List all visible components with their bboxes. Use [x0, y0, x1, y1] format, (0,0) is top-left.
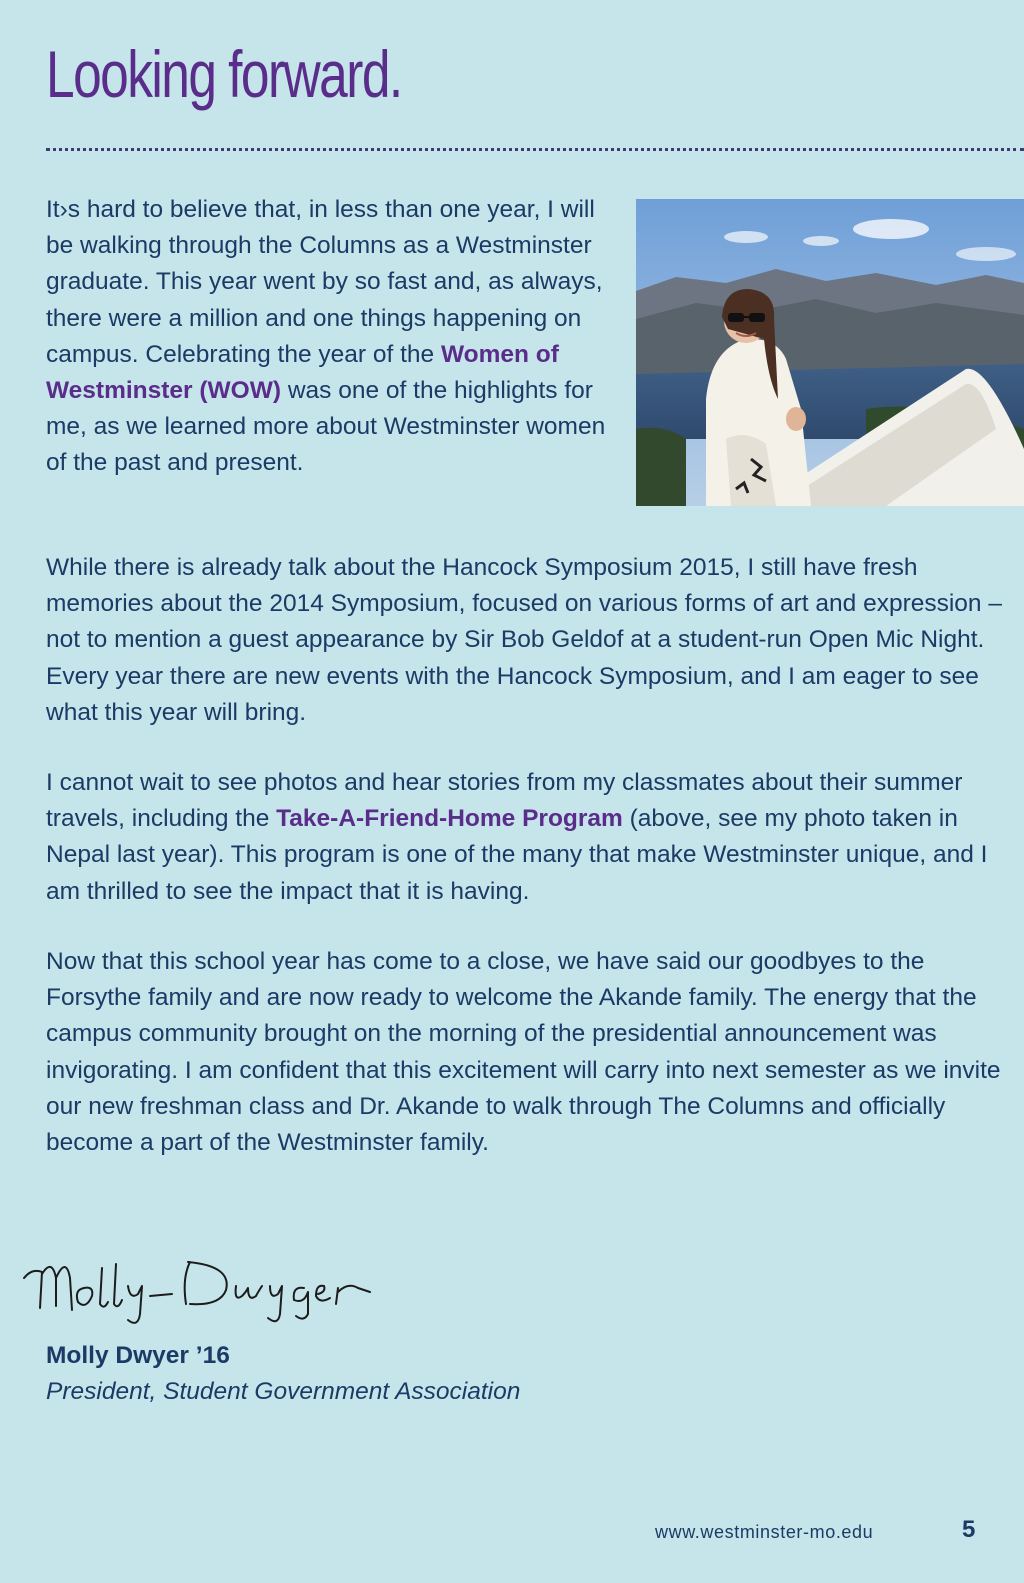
nepal-photo: [636, 199, 1024, 506]
paragraph-summer-travels: [46, 765, 1006, 910]
paragraph-summer-travels-text-2: (above, see my photo taken in Nepal last year). This program is one of the many that make Westminster unique, and I am thrilled to see the impact that it is having.: [46, 805, 988, 905]
paragraph-school-year-close: Now that this school year has come to a close, we have said our goodbyes to the Forsythe family and are now ready to welcome the Akande family. The energy that the campus community brought on the morning of the presidential announcement was invigorating. I am confident that this excitement will carry into next semester as we invite our new freshman class and Dr. Akande to walk through The Columns and officially become a part of the Westminster family.: [46, 948, 1001, 1157]
highlight-take-a-friend-home: Take-A-Friend-Home Program: [276, 805, 623, 833]
paragraph-hancock-symposium: While there is already talk about the Hancock Symposium 2015, I still have fresh memories about the 2014 Symposium, focused on various forms of art and expression – not to mention a guest appearance by Sir Bob Geldof at a student-run Open Mic Night. Every year there are new events with the Hancock Symposium, and I am eager to see what this year will bring.: [46, 554, 1002, 726]
footer-url: www.westminster-mo.edu: [655, 1522, 874, 1542]
page-number: 5: [962, 1516, 976, 1543]
paragraph-summer-travels-text-1: I cannot wait to see photos and hear stories from my classmates about their summer travels, including the: [46, 769, 963, 833]
photo-illustration: [636, 199, 1024, 506]
paragraph-intro: [46, 192, 606, 482]
dotted-divider: [46, 148, 1024, 151]
highlight-women-of-westminster: Women of Westminster (WOW): [46, 340, 559, 405]
page-title: Looking forward.: [46, 37, 402, 111]
author-name: Molly Dwyer ’16: [46, 1342, 230, 1369]
paragraph-intro-text-1: It›s hard to believe that, in less than one year, I will be walking through the Columns as a Westminster graduate. This year went by so fast and, as always, there were a million and one things happening on campus. Celebrating the year of the: [46, 196, 603, 368]
paragraph-intro-text-2: was one of the highlights for me, as we learned more about Westminster women of the past and present.: [46, 377, 606, 477]
author-role: President, Student Government Association: [46, 1378, 521, 1405]
handwritten-signature-icon: [22, 1248, 372, 1328]
